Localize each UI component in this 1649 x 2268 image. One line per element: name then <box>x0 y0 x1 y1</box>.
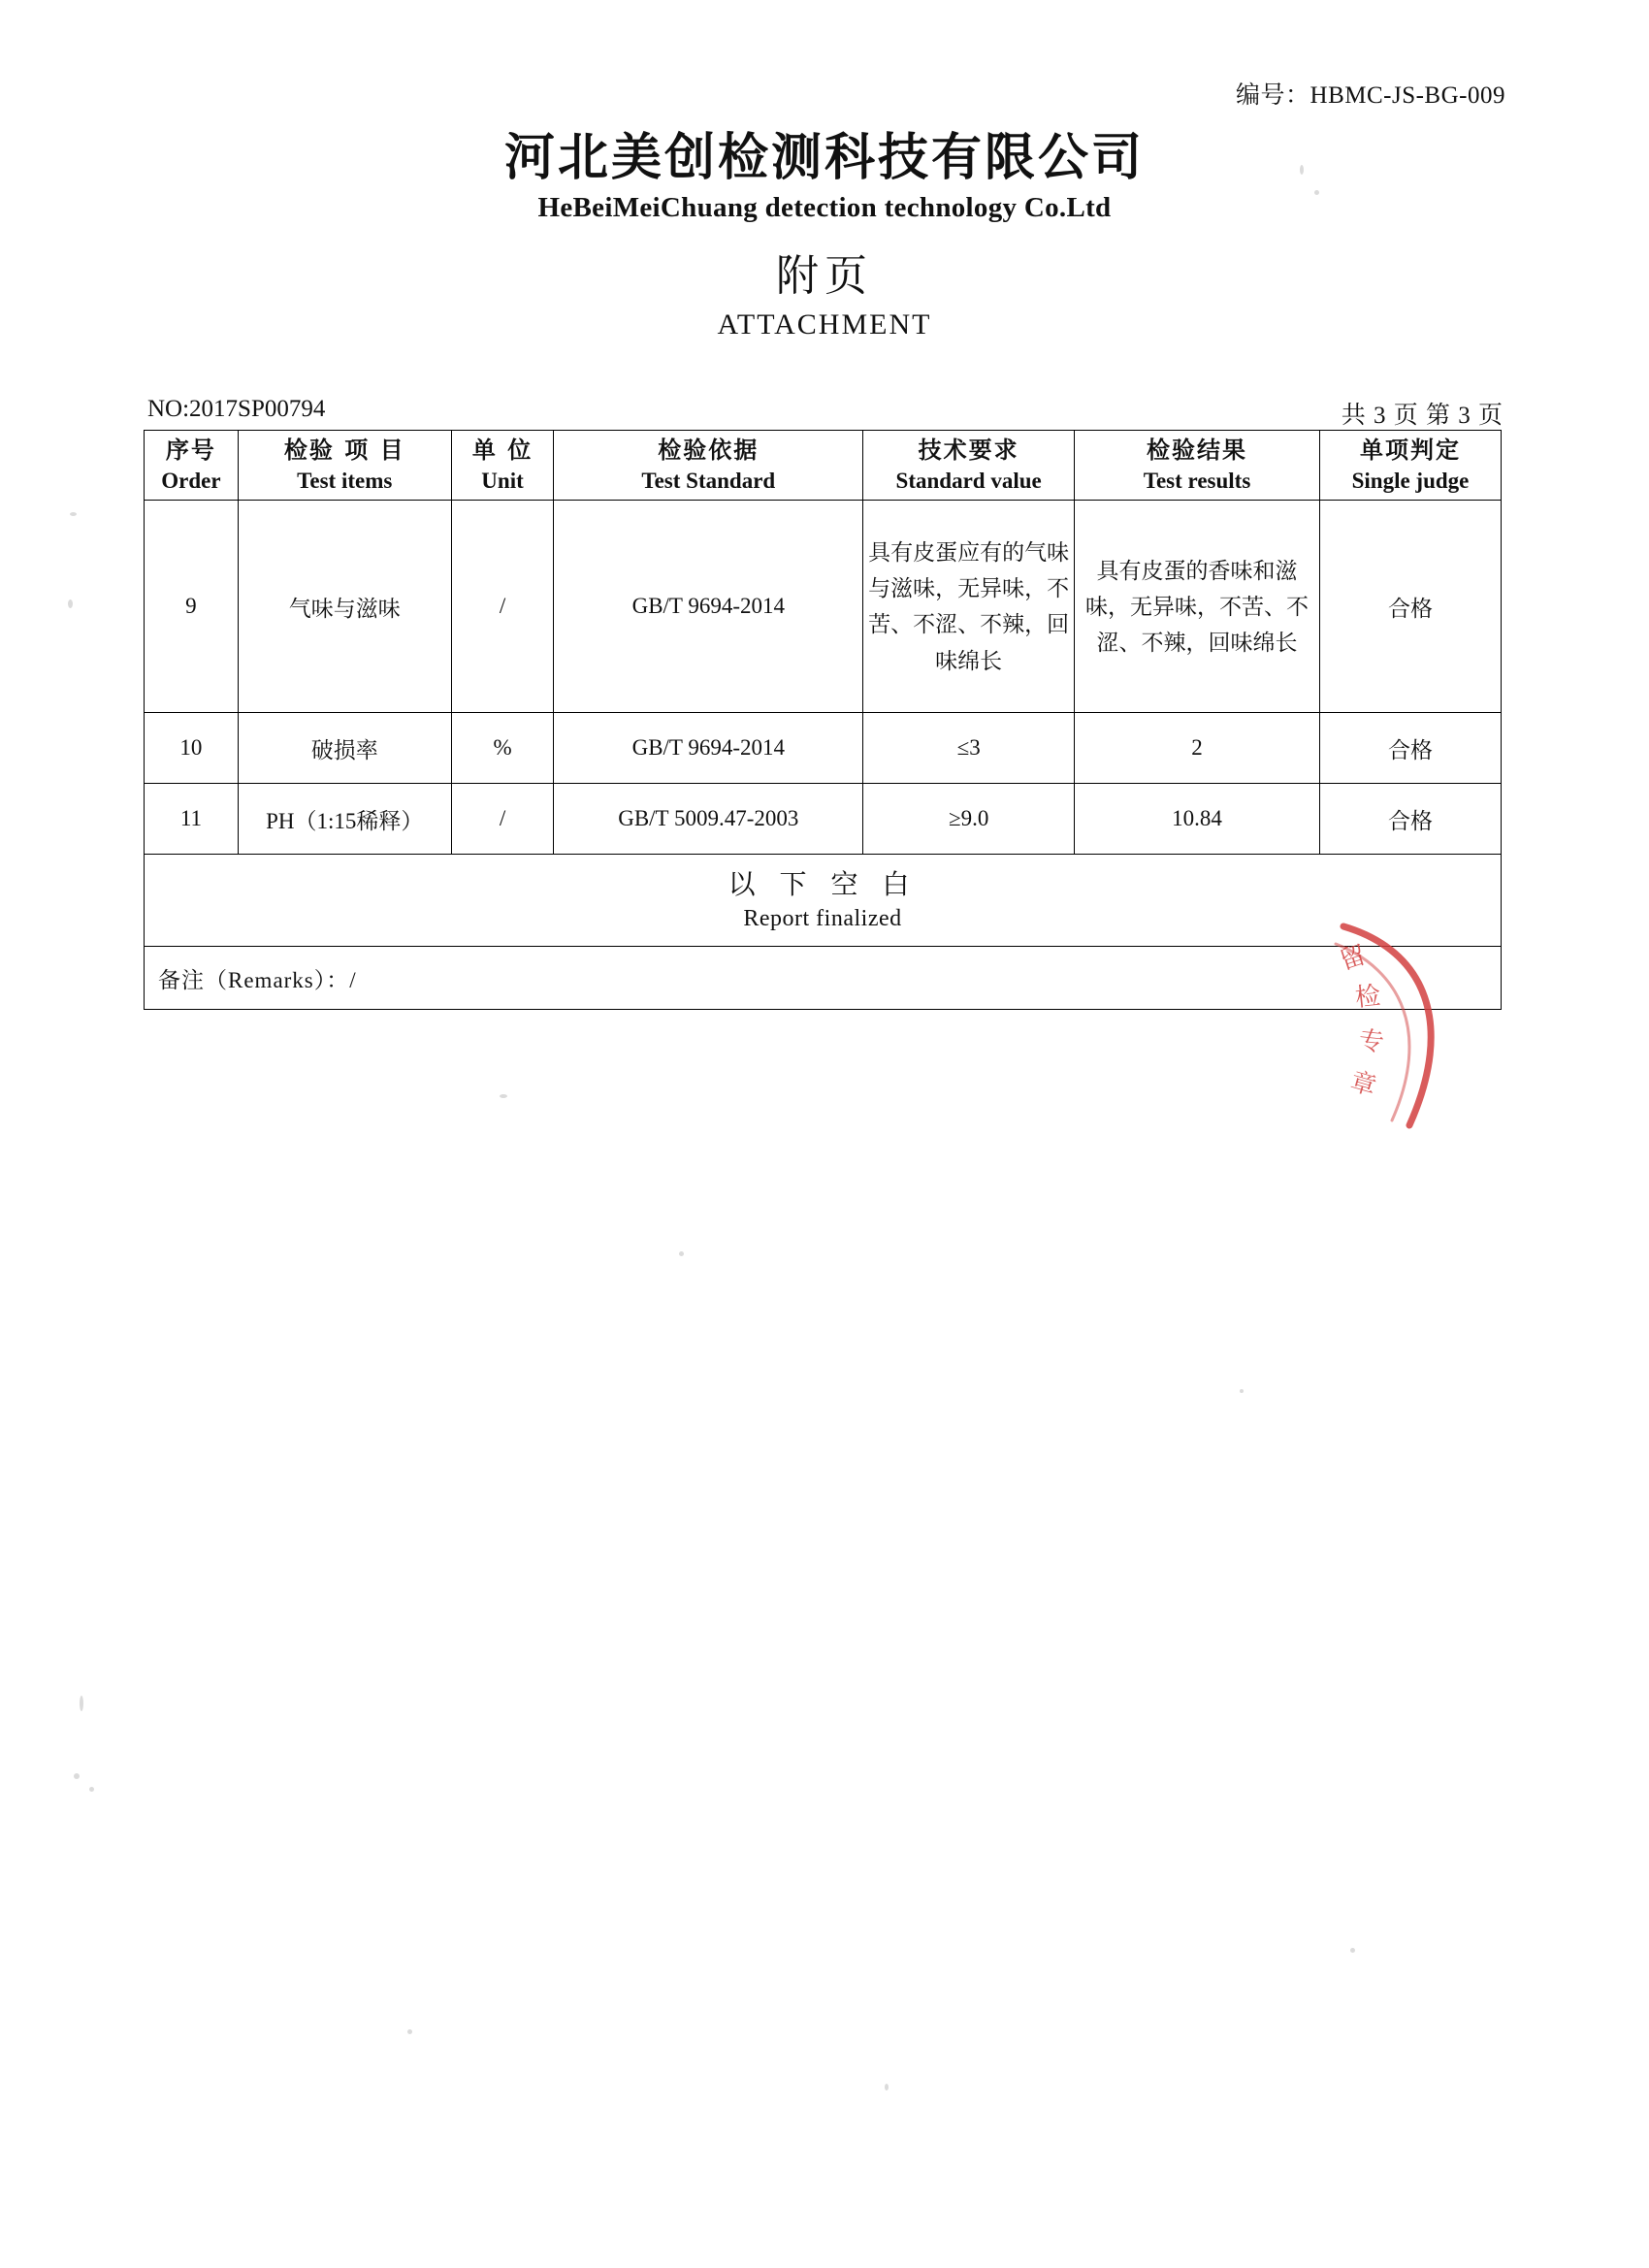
stamp-char-1: 留 <box>1336 940 1370 977</box>
cell-order: 9 <box>145 501 239 713</box>
cell-unit: / <box>451 784 554 855</box>
blank-notice-row <box>145 855 1502 947</box>
cell-test-item: 破损率 <box>238 713 451 784</box>
column-header-single-judge: 单项判定 Single judge <box>1319 431 1501 501</box>
scan-speck <box>407 2029 412 2034</box>
cell-test-standard: GB/T 5009.47-2003 <box>554 784 863 855</box>
column-header-standard-value: 技术要求 Standard value <box>863 431 1075 501</box>
stamp-char-2: 检 <box>1353 981 1382 1014</box>
cell-standard-value: ≥9.0 <box>863 784 1075 855</box>
document-code: 编号：HBMC-JS-BG-009 <box>1236 82 1505 109</box>
cell-test-result: 2 <box>1075 713 1320 784</box>
scan-speck <box>500 1094 507 1098</box>
stamp-char-4: 章 <box>1346 1066 1379 1102</box>
table-row <box>145 784 1502 855</box>
attachment-title-en: ATTACHMENT <box>717 308 932 340</box>
cell-test-item: PH（1:15稀释） <box>238 784 451 855</box>
column-header-test-items: 检验 项 目 Test items <box>238 431 451 501</box>
blank-notice-cell: 以 下 空 白 Report finalized <box>145 855 1502 947</box>
results-table <box>144 430 1502 1010</box>
stamp-char-3: 专 <box>1357 1025 1386 1058</box>
scan-speck <box>74 1773 80 1779</box>
scan-speck <box>80 1696 83 1711</box>
results-table-wrapper <box>144 430 1502 1010</box>
cell-single-judge: 合格 <box>1319 713 1501 784</box>
cell-test-result: 具有皮蛋的香味和滋味，无异味，不苦、不涩、不辣，回味绵长 <box>1075 501 1320 713</box>
remarks-row <box>145 947 1502 1010</box>
cell-unit: % <box>451 713 554 784</box>
cell-test-item: 气味与滋味 <box>238 501 451 713</box>
cell-order: 11 <box>145 784 239 855</box>
cell-unit: / <box>451 501 554 713</box>
cell-test-result: 10.84 <box>1075 784 1320 855</box>
cell-order: 10 <box>145 713 239 784</box>
scan-speck <box>1350 1948 1355 1953</box>
cell-single-judge: 合格 <box>1319 501 1501 713</box>
column-header-unit: 单 位 Unit <box>451 431 554 501</box>
cell-standard-value: ≤3 <box>863 713 1075 784</box>
attachment-title-cn: 附页 <box>776 251 873 301</box>
company-name-cn: 河北美创检测科技有限公司 <box>503 129 1145 187</box>
scan-speck <box>68 599 73 608</box>
scan-speck <box>1240 1389 1244 1393</box>
scan-speck <box>1314 190 1319 195</box>
scan-speck <box>885 2084 889 2090</box>
scan-speck <box>89 1787 94 1792</box>
column-header-test-results: 检验结果 Test results <box>1075 431 1320 501</box>
column-header-test-standard: 检验依据 Test Standard <box>554 431 863 501</box>
scan-speck <box>679 1251 684 1256</box>
cell-single-judge: 合格 <box>1319 784 1501 855</box>
report-number: NO:2017SP00794 <box>147 396 326 422</box>
scan-speck <box>70 512 77 516</box>
scan-speck <box>1300 165 1304 175</box>
column-header-order: 序号 Order <box>145 431 239 501</box>
remarks-cell: 备注（Remarks）：/ <box>145 947 1502 1010</box>
company-name-en: HeBeiMeiChuang detection technology Co.Ltd <box>537 192 1112 223</box>
cell-standard-value: 具有皮蛋应有的气味与滋味，无异味，不苦、不涩、不辣，回味绵长 <box>863 501 1075 713</box>
table-header-row <box>145 431 1502 501</box>
cell-test-standard: GB/T 9694-2014 <box>554 501 863 713</box>
page-info: 共 3 页 第 3 页 <box>1341 403 1504 429</box>
cell-test-standard: GB/T 9694-2014 <box>554 713 863 784</box>
table-row <box>145 501 1502 713</box>
table-row <box>145 713 1502 784</box>
